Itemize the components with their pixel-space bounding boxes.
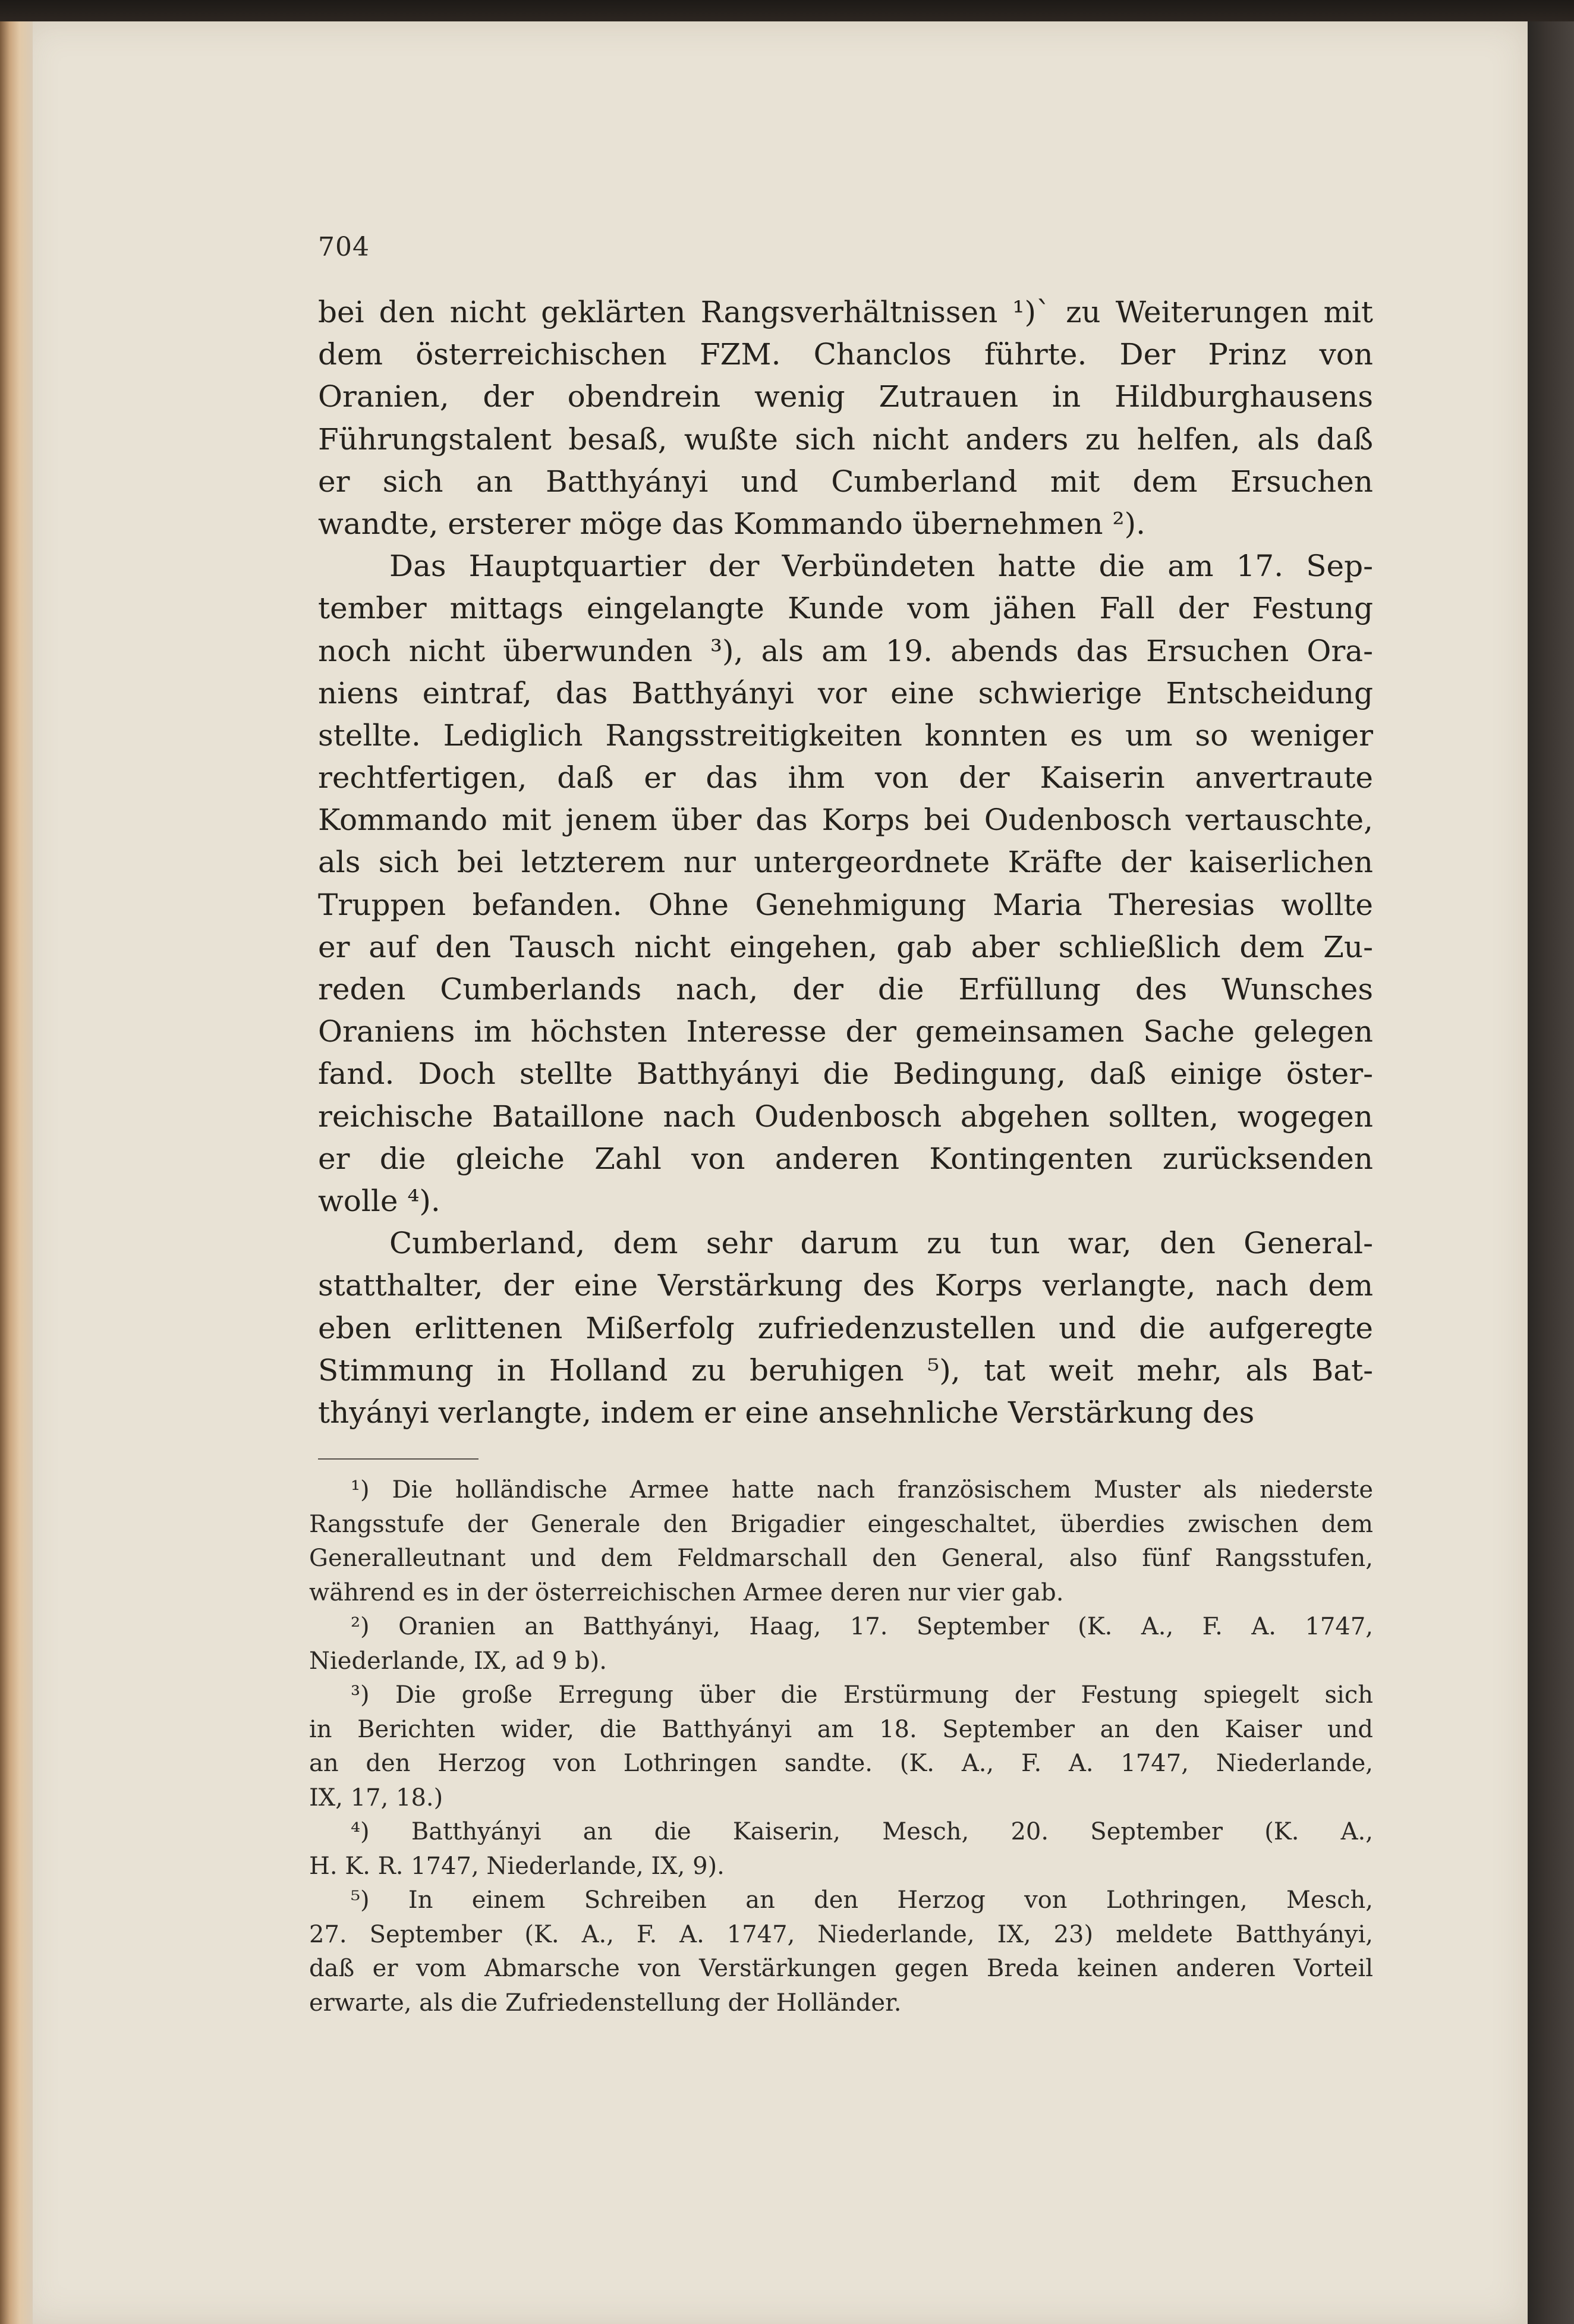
page-number: 704 — [318, 232, 370, 262]
text-line: Führungstalent besaß, wußte sich nicht anders zu helfen, als daß — [318, 422, 1373, 457]
text-line: Oranien, der obendrein wenig Zutrauen in Hildburghausens — [318, 379, 1373, 414]
text-line: Kommando mit jenem über das Korps bei Oudenbosch vertauschte, — [318, 803, 1373, 838]
text-line: er auf den Tausch nicht eingehen, gab aber schließlich dem Zu- — [318, 929, 1373, 964]
text-line: reichische Bataillone nach Oudenbosch abgehen sollten, wogegen — [318, 1099, 1373, 1134]
text-line: Truppen befanden. Ohne Genehmigung Maria Theresias wollte — [318, 887, 1373, 922]
text-line: Oraniens im höchsten Interesse der gemeinsamen Sache gelegen — [318, 1014, 1373, 1049]
text-line: tember mittags eingelangte Kunde vom jähen Fall der Festung — [318, 591, 1373, 626]
scan-right-edge — [1528, 21, 1574, 2324]
footnote-line: an den Herzog von Lothringen sandte. (K. A., F. A. 1747, Niederlande, — [309, 1750, 1373, 1777]
footnote-3-start: ³) Die große Erregung über die Erstürmung der Festung spiegelt sich — [351, 1681, 1373, 1709]
footnote-line: in Berichten wider, die Batthyányi am 18. September an den Kaiser und — [309, 1715, 1373, 1743]
text-line: bei den nicht geklärten Rangsverhältnissen ¹)` zu Weiterungen mit — [318, 295, 1373, 329]
main-text — [318, 291, 1373, 1434]
text-line: statthalter, der eine Verstärkung des Korps verlangte, nach dem — [318, 1268, 1373, 1303]
footnote-4-start: ⁴) Batthyányi an die Kaiserin, Mesch, 20. September (K. A., — [351, 1818, 1373, 1845]
text-line: reden Cumberlands nach, der die Erfüllung des Wunsches — [318, 972, 1373, 1007]
text-line: rechtfertigen, daß er das ihm von der Kaiserin anvertraute — [318, 760, 1373, 795]
footnote-2-start: ²) Oranien an Batthyányi, Haag, 17. September (K. A., F. A. 1747, — [351, 1613, 1373, 1640]
footnote-line: während es in der österreichischen Armee deren nur vier gab. — [309, 1578, 1064, 1606]
text-line: fand. Doch stellte Batthyányi die Bedingung, daß einige öster- — [318, 1056, 1373, 1092]
footnotes — [309, 1473, 1373, 2020]
footnote-1-start: ¹) Die holländische Armee hatte nach französischem Muster als niederste — [351, 1476, 1373, 1504]
footnote-line: H. K. R. 1747, Niederlande, IX, 9). — [309, 1852, 725, 1880]
footnote-line: Niederlande, IX, ad 9 b). — [309, 1647, 607, 1675]
text-line: als sich bei letzterem nur untergeordnete Kräfte der kaiserlichen — [318, 845, 1373, 880]
footnote-line: erwarte, als die Zufriedenstellung der Holländer. — [309, 1989, 902, 2017]
text-line: niens eintraf, das Batthyányi vor eine schwierige Entscheidung — [318, 675, 1373, 710]
paragraph-start: Cumberland, dem sehr darum zu tun war, den General- — [389, 1226, 1373, 1261]
book-binding-edge — [0, 21, 33, 2324]
text-line: er die gleiche Zahl von anderen Kontingenten zurücksenden — [318, 1141, 1373, 1176]
text-line: wandte, ersterer möge das Kommando übernehmen ²). — [318, 506, 1145, 541]
text-line: wolle ⁴). — [318, 1183, 440, 1218]
text-line: eben erlittenen Mißerfolg zufriedenzustellen und die aufgeregte — [318, 1310, 1373, 1345]
footnote-line: Rangsstufe der Generale den Brigadier eingeschaltet, überdies zwischen dem — [309, 1510, 1373, 1538]
text-line: stellte. Lediglich Rangsstreitigkeiten konnten es um so weniger — [318, 718, 1373, 753]
footnote-line: IX, 17, 18.) — [309, 1784, 443, 1812]
footnote-line: Generalleutnant und dem Feldmarschall den General, also fünf Rangsstufen, — [309, 1545, 1373, 1572]
scan-background — [0, 0, 1574, 24]
text-line: thyányi verlangte, indem er eine ansehnliche Verstärkung des — [318, 1395, 1255, 1430]
footnote-5-start: ⁵) In einem Schreiben an den Herzog von Lothringen, Mesch, — [351, 1886, 1373, 1914]
footnote-separator — [318, 1458, 479, 1460]
footnote-line: 27. September (K. A., F. A. 1747, Niederlande, IX, 23) meldete Batthyányi, — [309, 1920, 1373, 1948]
text-line: dem österreichischen FZM. Chanclos führte. Der Prinz von — [318, 337, 1373, 372]
text-line: er sich an Batthyányi und Cumberland mit dem Ersuchen — [318, 464, 1373, 499]
paragraph-start: Das Hauptquartier der Verbündeten hatte die am 17. Sep- — [389, 549, 1373, 584]
text-line: noch nicht überwunden ³), als am 19. abends das Ersuchen Ora- — [318, 633, 1373, 668]
text-line: Stimmung in Holland zu beruhigen ⁵), tat weit mehr, als Bat- — [318, 1353, 1373, 1388]
footnote-line: daß er vom Abmarsche von Verstärkungen gegen Breda keinen anderen Vorteil — [309, 1955, 1373, 1982]
